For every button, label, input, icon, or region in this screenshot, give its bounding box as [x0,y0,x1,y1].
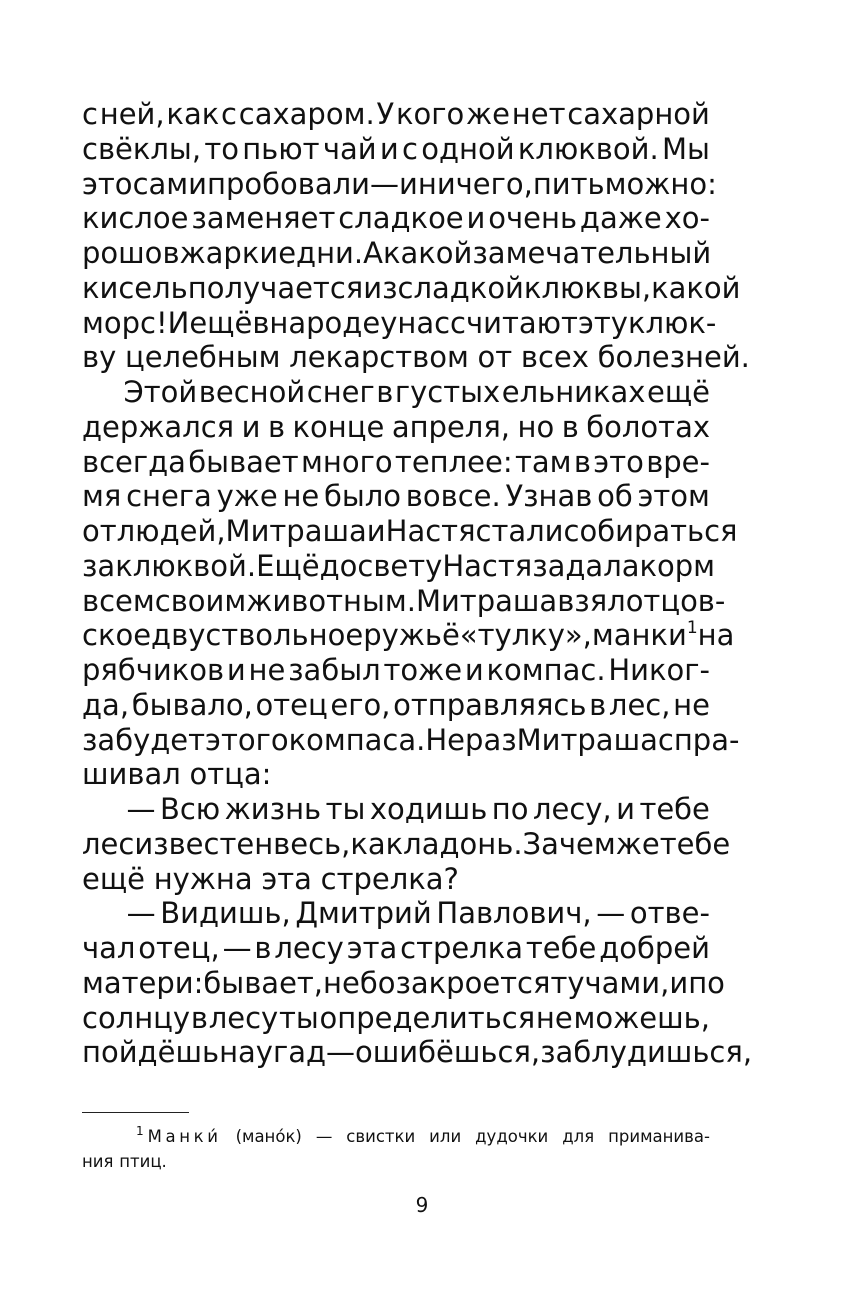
word: не [673,687,710,722]
word: компаса. [288,722,426,757]
word: и [669,965,689,1000]
text-line [82,166,717,202]
word: отец [255,687,328,722]
word: закроется [395,965,551,1000]
word: лесу [274,931,344,965]
word: шивал [82,757,181,792]
word: забудет [82,722,206,757]
word: это [593,444,644,479]
word: сладкое [338,201,464,236]
word: известен [134,826,274,861]
word: пьют [242,131,320,166]
word: Павлович, [436,896,592,931]
word: отве- [629,896,710,931]
word: очень [488,201,578,236]
word: какой [651,270,741,305]
word: Митраша [415,583,558,618]
word: Видишь, [160,896,291,931]
word: — [222,931,252,965]
word: и [366,514,386,548]
word: ней, [99,97,165,131]
text-line [82,375,710,410]
text-line [82,270,741,306]
text-line [82,653,710,688]
word: нужна [153,861,253,896]
word: на [697,618,735,653]
word: было [323,479,402,514]
text-line [82,410,710,445]
word: собираться [563,514,738,548]
text-line [82,479,710,514]
word: ничего, [417,166,533,201]
word: двуствольное [151,618,364,653]
word: снег [306,375,375,409]
word: бывает, [203,965,324,1000]
word: — [126,792,156,826]
word: дни. [296,236,364,270]
word: по [491,792,529,826]
word: с [402,131,418,166]
word: тебе [659,826,731,861]
text-line [82,931,710,966]
text-line [82,583,726,619]
word: и [399,166,418,201]
word: бывает [188,444,299,479]
word: всем [82,583,155,618]
word: спра- [657,722,740,757]
word: добрей [599,931,710,965]
word: бывало, [131,687,253,722]
word: рошо [82,236,163,270]
text-line [82,1035,753,1070]
word: да, [82,687,130,722]
word: — [126,896,156,931]
text-line [82,132,710,167]
text-line [82,757,710,792]
footnote-separator [82,1112,189,1113]
word: определиться [319,1000,536,1035]
word: клюк- [627,305,717,340]
word: считают [450,305,578,340]
word: У [376,97,395,131]
word: много [301,444,393,479]
word: в [561,409,579,444]
word: ты [325,792,366,826]
word: Ещё [256,548,320,583]
word: кого [395,97,465,131]
word: в [190,1000,208,1035]
word: рябчиков [82,653,225,687]
word: задала [532,548,640,583]
word: стрелка? [320,861,459,896]
word: в [589,687,607,722]
word: тоже [383,653,463,687]
word: клюквой. [517,131,659,166]
word: стрелка [400,931,524,965]
page-number: 9 [415,1193,429,1217]
word: нас [397,305,451,340]
word: его, [330,687,391,722]
word: ходишь [369,792,488,826]
word: кисель [82,270,188,305]
word: по [688,965,725,1000]
footnote [82,1124,710,1174]
text-line [82,965,725,1001]
word: своим [154,583,247,618]
word: можешь, [573,1000,710,1035]
word: лекарством [289,340,469,375]
text-line [82,548,716,584]
word: лесу [208,1000,279,1035]
word: снега [126,479,212,514]
word: отец, [138,931,220,965]
word: всех [520,340,589,375]
word: этом [637,479,710,514]
footnote-line: $^1$ Манки́ (мано́к) — свистки или дудочки для приманива- [135,1124,710,1146]
word: не [248,653,286,687]
word: этого [205,722,289,757]
word: чай [322,131,377,166]
word: хо- [664,201,710,236]
word: тебе [639,792,710,826]
word: за [82,548,116,583]
word: от [477,340,513,375]
word: морс! [82,305,168,340]
word: уже [216,479,278,514]
word: и [241,409,261,444]
word: кислое [82,201,189,236]
text-line [82,688,710,723]
word: лес, [608,687,671,722]
text-line [82,445,710,480]
word: это [82,166,133,201]
word: густых [394,375,501,409]
word: клюквы, [523,270,652,305]
word: с [221,97,237,131]
text-line [82,201,710,236]
word: болотах [586,409,710,444]
word: же [615,826,660,861]
text-line [82,722,740,758]
text-line [82,514,738,549]
body-text [82,97,753,1070]
word: клюквой. [115,548,257,583]
word: ву [82,340,117,375]
word: ское [82,618,152,653]
word: животным. [246,583,416,618]
word: Зачем [522,826,616,861]
word: и [616,792,635,826]
word: и [466,201,486,236]
word: тебе [525,931,597,965]
word: держался [82,409,235,444]
word: можно: [604,166,717,201]
word: Узнав [505,479,593,514]
word: весной [198,375,306,409]
word: замечательный [472,236,712,270]
word: вовсе. [405,479,501,514]
word: солнцу [82,1000,191,1035]
word: жаркие [179,236,297,270]
word: ещё [189,305,253,340]
word: людей, [116,514,226,548]
word: Митраша [516,722,658,757]
word: теплее: [394,444,513,479]
word: стали [475,514,564,548]
word: болезней. [597,340,750,375]
word: лес [82,826,135,861]
word: А [363,236,383,270]
word: сладкой [397,270,524,305]
word: Мы [661,131,710,166]
word: пойдёшь [82,1035,220,1070]
word: апреля, [391,409,511,444]
word: как [166,97,220,131]
word: жизнь [224,792,322,826]
word: — [596,896,626,931]
word: всегда [82,444,186,479]
word: Настя [385,514,476,548]
word: об [597,479,633,514]
text-line [82,896,710,931]
word: целебным [124,340,281,375]
word: сахарной [567,97,710,131]
word: ещё [82,861,145,896]
word: ладонь. [403,826,523,861]
word: мя [82,479,122,514]
word: даже [579,201,662,236]
word: и [379,131,399,166]
word: И [167,305,190,340]
word: свету [357,548,443,583]
word: но [517,409,555,444]
word: ещё [647,375,710,409]
word: корм [639,548,716,583]
text-line [82,97,710,132]
footnote-reference: 1 [686,618,698,639]
word: тучами, [550,965,670,1000]
word: в [254,931,272,965]
word: и [464,653,484,687]
word: компас. [486,653,606,687]
word: отправляясь [393,687,587,722]
word: то [204,131,239,166]
word: — [326,1035,356,1070]
word: наугад [219,1035,327,1070]
word: у [380,305,398,340]
text-line [82,340,750,375]
word: ошибёшься, [355,1035,541,1070]
word: в [573,444,591,479]
word: из [363,270,398,305]
word: — [370,166,399,201]
word: отцов- [625,583,726,618]
word: раз [465,722,517,757]
text-line [82,305,717,341]
word: «тулку», [459,618,592,653]
word: с [82,97,98,131]
text-line [82,1001,710,1036]
word: манки$^1$ [591,618,698,653]
word: не [282,479,320,514]
word: там [514,444,572,479]
word: весь, [273,826,351,861]
word: не [535,1000,573,1035]
word: Митраша [225,514,367,548]
word: в [376,375,394,409]
word: в [267,409,286,444]
word: эта [261,861,312,896]
word: от [82,514,117,548]
text-line [82,826,731,862]
text-line [82,236,710,271]
footnote-line: ния птиц. [82,1152,167,1171]
text-line [82,862,710,897]
word: ружьё [363,618,460,653]
word: матери: [82,965,204,1000]
footnote-mark: 1 [135,1124,144,1138]
word: взял [557,583,626,618]
word: заменяет [191,201,336,236]
word: Этой [123,375,198,409]
word: и [226,653,246,687]
word: сами [132,166,208,201]
word: вре- [646,444,710,479]
word: народе [269,305,381,340]
word: до [319,548,358,583]
word: Всю [159,792,221,826]
word: нет [511,97,566,131]
word: получается [187,270,364,305]
word: ты [278,1000,319,1035]
text-line [82,618,735,653]
word: в [252,305,270,340]
word: пить [532,166,605,201]
text-line [82,792,710,827]
word: пробовали [207,166,370,201]
word: лесу, [532,792,612,826]
word: конце [292,409,385,444]
word: Никог- [608,653,710,687]
word: как [350,826,404,861]
word: какой [382,236,473,270]
word: же [466,97,510,131]
word: Не [425,722,466,757]
word: заблудишься, [540,1035,753,1070]
word: отца: [189,757,272,792]
word: забыл [288,653,381,687]
word: свёклы, [82,131,202,166]
word: эту [577,305,628,340]
word: в [162,236,180,270]
word: ельниках [501,375,646,409]
word: одной [421,131,515,166]
footnote-term: Манки́ [147,1127,222,1146]
word: Дмитрий [295,896,432,931]
word: эта [346,931,398,965]
word: чал [82,931,136,965]
word: сахаром. [238,97,375,131]
word: Настя [442,548,533,583]
word: небо [323,965,396,1000]
